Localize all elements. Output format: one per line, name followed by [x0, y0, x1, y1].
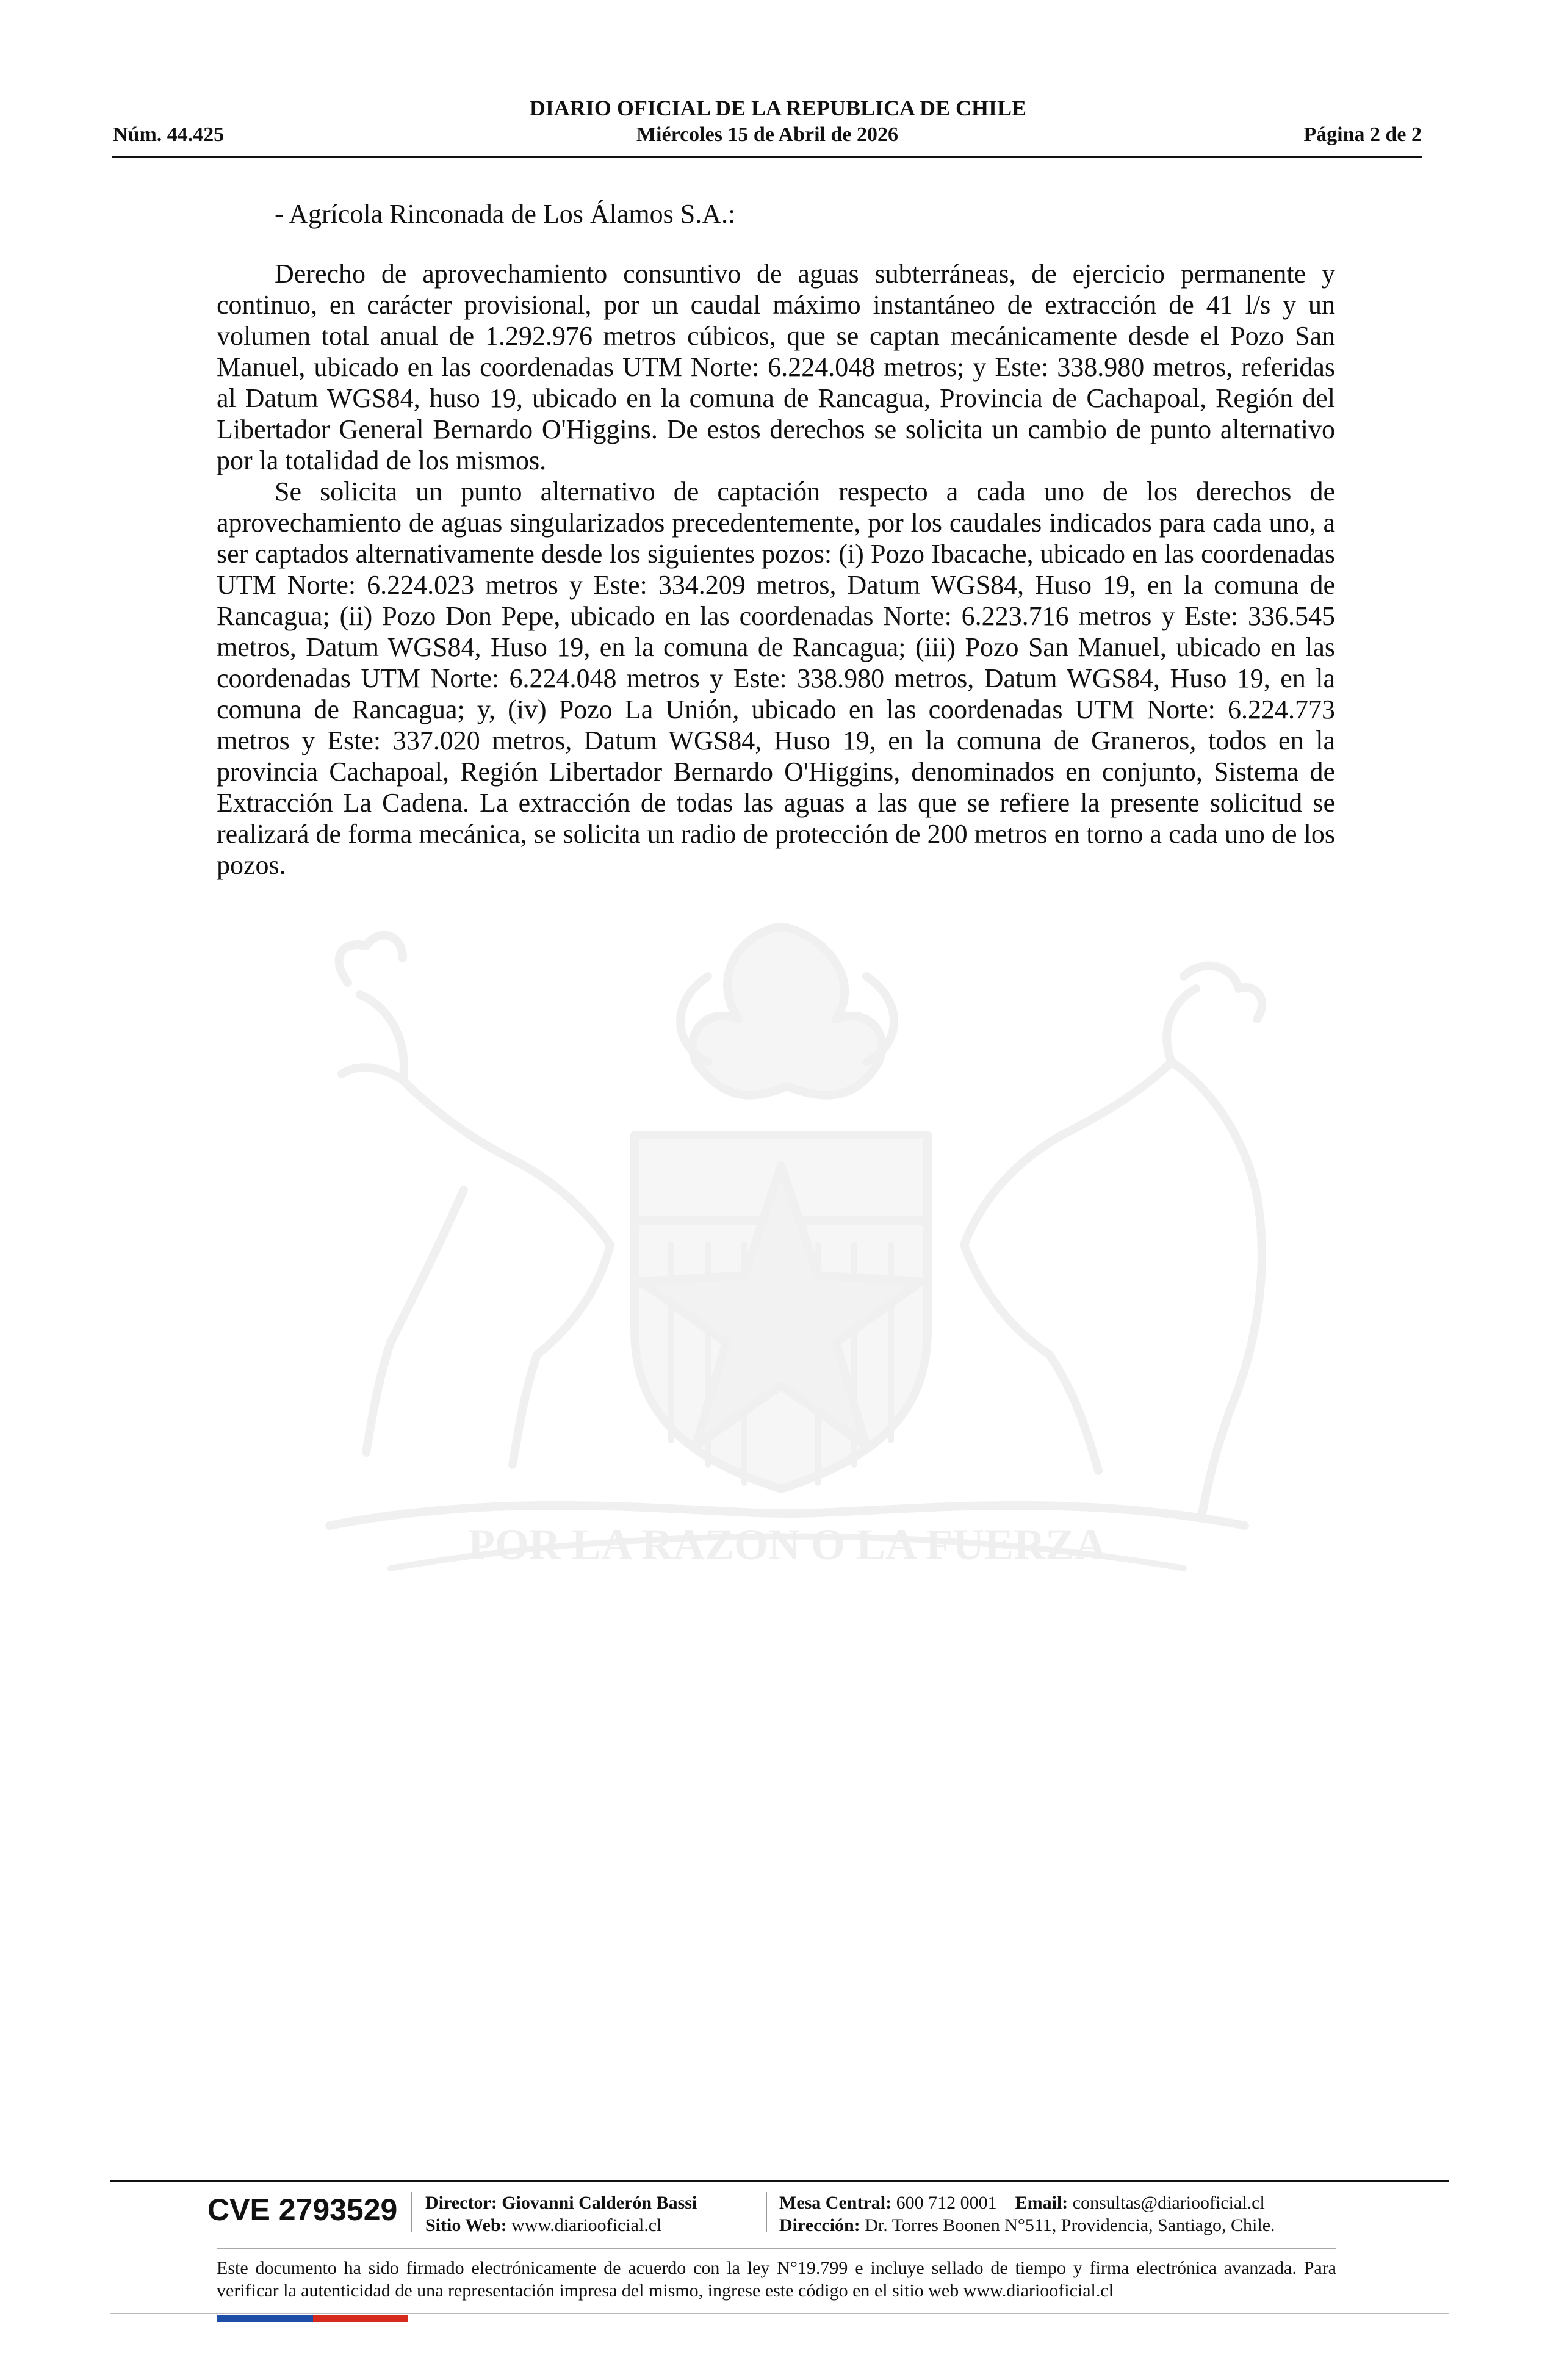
address-text: Dr. Torres Boonen N°511, Providencia, Santiago, Chile. — [865, 2215, 1275, 2235]
footer-inner-divider — [217, 2248, 1336, 2249]
flag-stripe-red — [313, 2315, 408, 2322]
footer-divider — [110, 2180, 1449, 2182]
footer-separator — [411, 2192, 412, 2232]
email-label: Email: — [1015, 2193, 1068, 2213]
phone-number: 600 712 0001 — [896, 2193, 997, 2213]
header-divider — [112, 156, 1422, 158]
footer-director-block — [425, 2191, 697, 2237]
paragraph: Derecho de aprovechamiento consuntivo de aguas subterráneas, de ejercicio permanente y continuo, en carácter provisional, por un caudal máximo instantáneo de extracción de 41 l/s y un volumen total anual de 1.292.976 metros cúbicos, que se captan mecánicamente desde el Pozo San Manuel, ubicado en las coordenadas UTM Norte: 6.224.048 metros; y Este: 338.980 metros, referidas al Datum WGS84, huso 19, ubicado en la comuna de Rancagua, Provincia de Cachapoal, Región del Libertador General Bernardo O'Higgins. De estos derechos se solicita un cambio de punto alternativo por la totalidad de los mismos. — [217, 259, 1335, 475]
cve-code: CVE 2793529 — [207, 2193, 398, 2227]
footer-separator — [766, 2192, 767, 2232]
signature-notice: Este documento ha sido firmado electrónicamente de acuerdo con la ley N°19.799 e incluye sellado de tiempo y firma electrónica avanzada. Para verificar la autenticidad de una representación impresa del mismo, ingrese este código en el sitio web www.diariooficial.cl — [217, 2258, 1336, 2301]
watermark-motto: POR LA RAZON O LA FUERZA — [467, 1520, 1107, 1569]
flag-stripe-blue — [217, 2315, 313, 2322]
issue-number: Núm. 44.425 — [113, 123, 225, 146]
paragraph: Se solicita un punto alternativo de captación respecto a cada uno de los derechos de aprovechamiento de aguas singularizados precedentemente, por los caudales indicados para cada uno, a ser captados alternativamente desde los siguientes pozos: (i) Pozo Ibacache, ubicado en las coordenadas UTM Norte: 6.224.023 metros y Este: 334.209 metros, Datum WGS84, Huso 19, en la comuna de Rancagua; (ii) Pozo Don Pepe, ubicado en las coordenadas Norte: 6.223.716 metros y Este: 336.545 metros, Datum WGS84, Huso 19, en la comuna de Rancagua; (iii) Pozo San Manuel, ubicado en las coordenadas UTM Norte: 6.224.048 metros y Este: 338.980 metros, Datum WGS84, Huso 19, en la comuna de Rancagua; y, (iv) Pozo La Unión, ubicado en las coordenadas UTM Norte: 6.224.773 metros y Este: 337.020 metros, Datum WGS84, Huso 19, en la comuna de Graneros, todos en la provincia Cachapoal, Región Libertador Bernardo O'Higgins, denominados en conjunto, Sistema de Extracción La Cadena. La extracción de todas las aguas a las que se refiere la presente solicitud se realizará de forma mecánica, se solicita un radio de protección de 200 metros en torno a cada uno de los pozos. — [217, 477, 1335, 880]
footer-contact-block — [779, 2191, 1275, 2237]
footer-bottom-divider — [110, 2313, 1449, 2314]
document-body — [217, 198, 1335, 881]
newspaper-title: DIARIO OFICIAL DE LA REPUBLICA DE CHILE — [529, 96, 1027, 120]
company-heading: - Agrícola Rinconada de Los Álamos S.A.: — [275, 199, 736, 229]
issue-date: Miércoles 15 de Abril de 2026 — [636, 123, 899, 146]
chile-coat-of-arms-icon — [207, 903, 1367, 1672]
email-link[interactable]: consultas@diariooficial.cl — [1072, 2193, 1265, 2213]
header-row — [113, 121, 1422, 148]
phone-label: Mesa Central: — [779, 2193, 892, 2213]
website-label: Sitio Web: — [425, 2215, 507, 2235]
website-link[interactable]: www.diariooficial.cl — [511, 2215, 662, 2235]
page-indicator: Página 2 de 2 — [1303, 123, 1422, 146]
director-label: Director: — [425, 2193, 497, 2213]
address-label: Dirección: — [779, 2215, 860, 2235]
director-name: Giovanni Calderón Bassi — [502, 2193, 697, 2213]
